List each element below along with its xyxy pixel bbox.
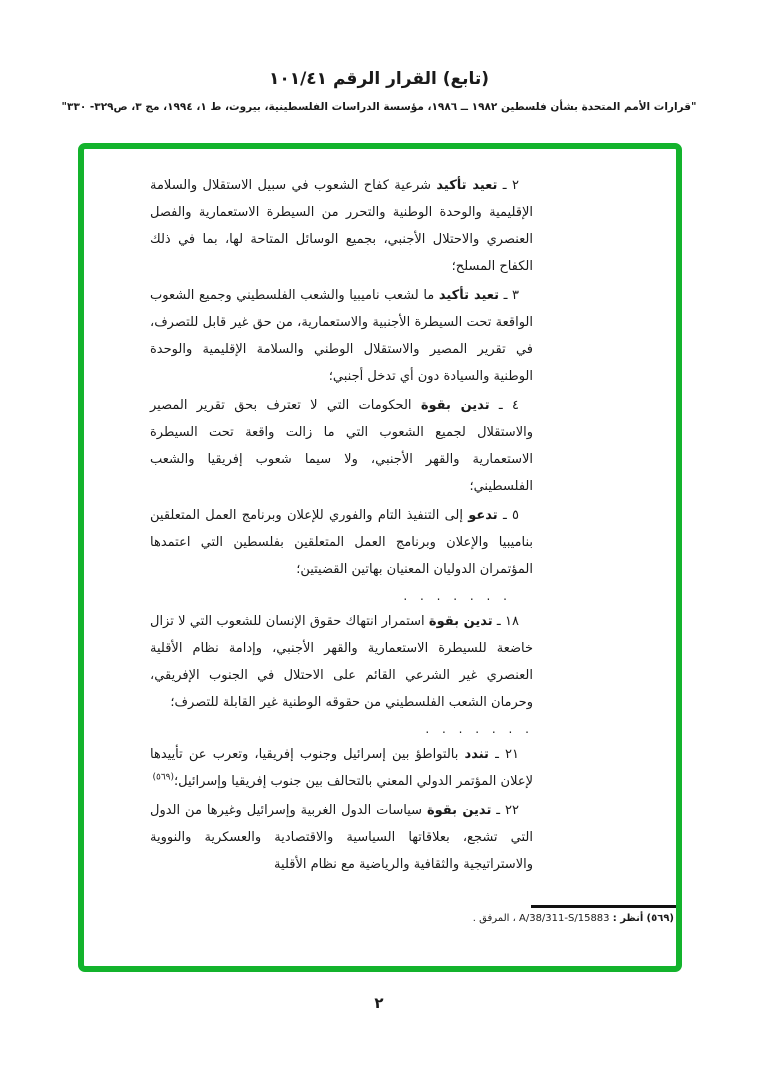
paragraph-lead: تدين بقوة [426, 803, 492, 818]
footnote [300, 911, 674, 927]
resolution-title: (تابع) القرار الرقم ١٠١/٤١ [268, 69, 490, 89]
resolution-body [150, 172, 533, 880]
paragraph-text: سياسات الدول الغربية وإسرائيل وغيرها من الدول التي تشجع، بعلاقاتها السياسية والاقتصادية والعسكرية والنووية والاستراتيجية والثقافية والرياضية مع نظام الأقلية [150, 803, 533, 872]
paragraph-number: ٢٢ ـ [496, 803, 519, 818]
paragraph-text: شرعية كفاح الشعوب في سبيل الاستقلال والسلامة الإقليمية والوحدة الوطنية والتحرر من السيطرة الاستعمارية والفصل العنصري والاحتلال الأجنبي، بجميع الوسائل المتاحة لها، بما في ذلك الكفاح المسلح؛ [150, 178, 533, 274]
paragraph-18 [150, 608, 533, 716]
paragraph-text: بالتواطؤ بين إسرائيل وجنوب إفريقيا، وتعرب عن تأييدها لإعلان المؤتمر الدولي المعني بالتحالف بين جنوب إفريقيا وإسرائيل؛ [150, 747, 533, 789]
paragraph-text: إلى التنفيذ التام والفوري للإعلان وبرنامج العمل المتعلقين بناميبيا والإعلان وبرنامج العمل المتعلقين بفلسطين التي اعتمدها المؤتمران الدوليان المعنيان بهاتين القضيتين؛ [150, 508, 533, 577]
footnote-marker: (٥٦٩) [646, 913, 674, 924]
source-citation: "قرارات الأمم المتحدة بشأن فلسطين ١٩٨٢ ــ ١٩٨٦، مؤسسة الدراسات الفلسطينية، بيروت، ط ١، ١٩٩٤، مج ٣، ص٣٢٩- ٣٣٠" [61, 101, 697, 113]
footnote-document-symbol: A/38/311-S/15883 [519, 913, 610, 924]
paragraph-number: ٤ ـ [498, 398, 519, 413]
paragraph-2 [150, 172, 533, 280]
footnote-reference-mark: (٥٦٩) [152, 772, 175, 783]
paragraph-number: ٥ ـ [502, 508, 519, 523]
paragraph-number: ٢١ ـ [495, 747, 519, 762]
paragraph-5 [150, 502, 533, 583]
page-number: ٢ [374, 994, 384, 1012]
paragraph-lead: تدين بقوة [428, 614, 493, 629]
paragraph-lead: تدعو [468, 508, 498, 523]
footnote-suffix: ، المرفق . [472, 913, 516, 924]
paragraph-21 [150, 741, 533, 795]
paragraph-lead: تعيد تأكيد [438, 288, 500, 303]
ellipsis-separator: . . . . . . . [425, 722, 531, 736]
paragraph-number: ١٨ ـ [496, 614, 519, 629]
paragraph-22 [150, 797, 533, 878]
ellipsis-separator: . . . . . . . [403, 589, 509, 603]
paragraph-lead: تعيد تأكيد [436, 178, 498, 193]
footnote-label: أنظر : [612, 913, 644, 924]
paragraph-4 [150, 392, 533, 500]
paragraph-number: ٢ ـ [502, 178, 519, 193]
paragraph-text: الحكومات التي لا تعترف بحق تقرير المصير والاستقلال لجميع الشعوب التي ما زالت واقعة تحت السيطرة الاستعمارية والقهر الأجنبي، ولا سيما شعوب إفريقيا والشعب الفلسطيني؛ [150, 398, 533, 494]
paragraph-lead: تدين بقوة [420, 398, 490, 413]
footnote-separator-line [531, 905, 676, 908]
paragraph-number: ٣ ـ [503, 288, 519, 303]
paragraph-lead: تندد [464, 747, 489, 762]
paragraph-text: استمرار انتهاك حقوق الإنسان للشعوب التي لا تزال خاضعة للسيطرة الاستعمارية والقهر الأجنبي، وإدامة نظام الأقلية العنصري غير الشرعي القائم على الاحتلال في الجنوب الإفريقي، وحرمان الشعب الفلسطيني من حقوقه الوطنية غير القابلة للتصرف؛ [150, 614, 533, 710]
paragraph-text: ما لشعب ناميبيا والشعب الفلسطيني وجميع الشعوب الواقعة تحت السيطرة الأجنبية والاستعمارية، من حق غير قابل للتصرف، في تقرير المصير والاستقلال الوطني والسلامة الإقليمية والوحدة الوطنية والسيادة دون أي تدخل أجنبي؛ [150, 288, 533, 384]
document-header [0, 66, 758, 115]
paragraph-3 [150, 282, 533, 390]
